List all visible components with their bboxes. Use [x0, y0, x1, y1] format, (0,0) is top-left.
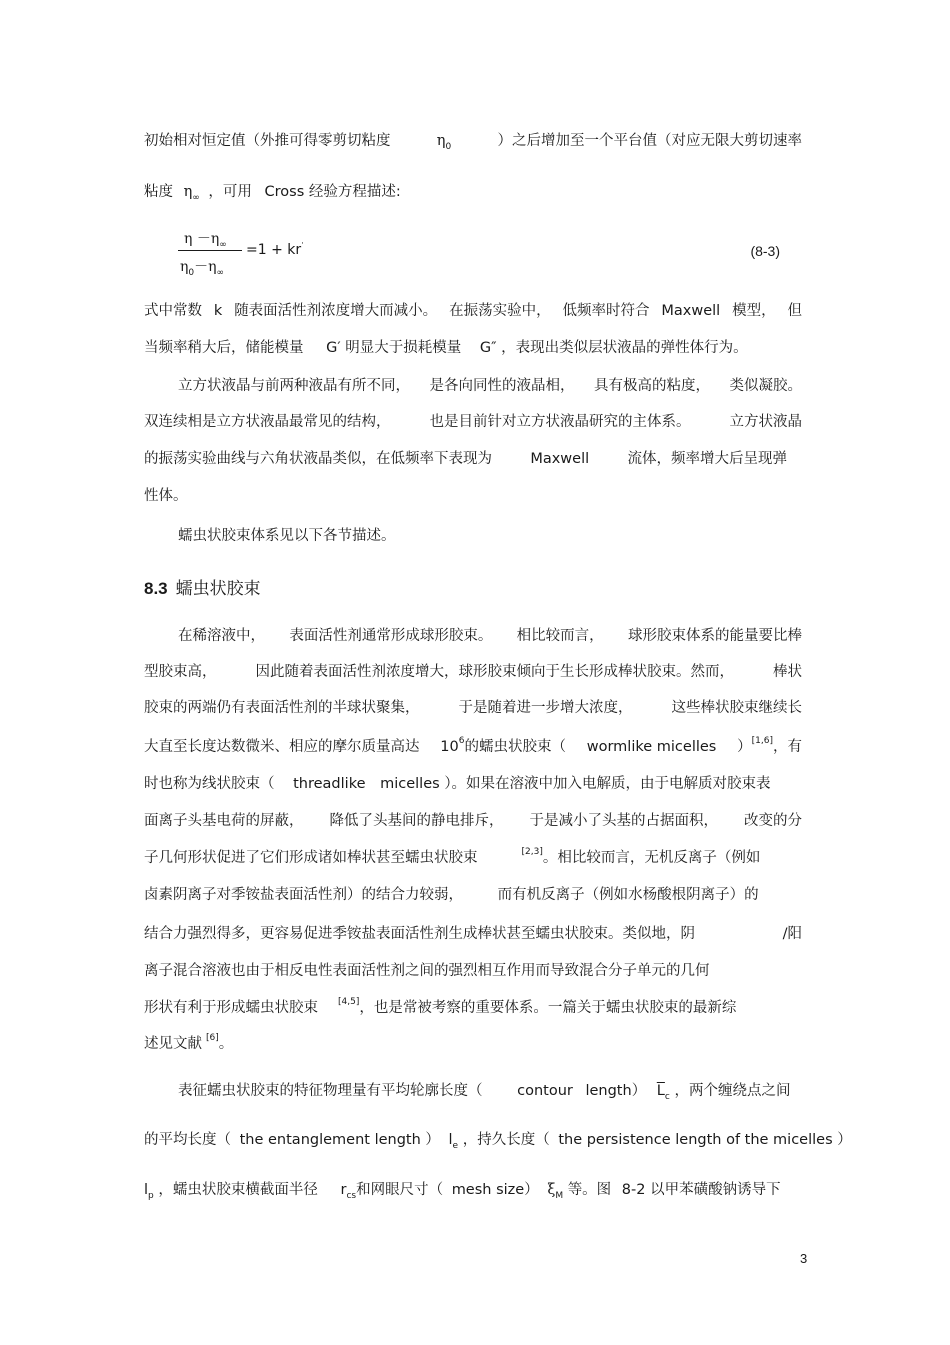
text-segment: 立方状液晶与前两种液晶有所不同， — [178, 378, 410, 394]
text-line — [178, 376, 802, 396]
text-segment: ） — [524, 1182, 539, 1198]
equation-number: (8-3) — [750, 243, 780, 259]
text-segment: 粘度 — [144, 184, 173, 200]
text-segment: the entanglement length — [239, 1132, 421, 1148]
text-segment: 胶束的两端仍有表面活性剂的半球状聚集， — [144, 700, 420, 716]
text-segment: ） — [631, 1083, 647, 1099]
text-segment: 。 — [218, 1036, 234, 1052]
equation-rhs — [246, 239, 305, 258]
text-segment: 模型， — [732, 303, 776, 319]
text-line: 离子混合溶液也由于相反电性表面活性剂之间的强烈相互作用而导致混合分子单元的几何 — [144, 963, 710, 979]
text-segment: 初始相对恒定值（外推可得零剪切粘度 — [144, 133, 391, 149]
text-segment: 的蠕虫状胶束（ — [464, 739, 566, 755]
text-line — [144, 182, 401, 202]
subscript: cs — [346, 1191, 357, 1201]
text-line — [144, 924, 802, 944]
text-segment: 于是减小了头基的占据面积， — [529, 813, 718, 829]
symbol-xi — [547, 1182, 564, 1201]
text-segment: ） — [737, 739, 752, 755]
subscript: c — [664, 1092, 670, 1102]
text-segment: the persistence length of the micelles — [558, 1132, 833, 1148]
eq-text: =1 + kr — [246, 242, 302, 258]
text-line — [144, 885, 759, 905]
text-line — [178, 1081, 790, 1101]
symbol-xi-char: ξ — [547, 1182, 556, 1198]
symbol-lc — [656, 1083, 670, 1102]
eq-text: η — [180, 259, 189, 275]
section-title: 蠕虫状胶束 — [175, 579, 261, 599]
symbol-eta0 — [437, 131, 451, 151]
text-segment: ，有 — [772, 739, 802, 755]
eq-text: －η — [194, 259, 217, 275]
subscript: M — [555, 1191, 564, 1201]
text-line — [144, 1034, 233, 1054]
text-line — [144, 338, 748, 358]
text-segment: 表征蠕虫状胶束的特征物理量有平均轮廓长度（ — [178, 1083, 483, 1099]
subscript: ∞ — [192, 193, 200, 203]
text-segment: ）之后增加至一个平台值（对应无限大剪切速率 — [497, 133, 802, 149]
text-segment: 于是随着进一步增大浓度， — [458, 700, 633, 716]
text-segment: 降低了头基间的静电排斥， — [329, 813, 504, 829]
text-segment: 。相比较而言，无机反离子（例如 — [542, 850, 761, 866]
subscript: 0 — [188, 268, 195, 278]
text-segment: /阳 — [782, 926, 802, 942]
text-segment: 球形胶束体系的能量要比棒 — [627, 628, 802, 644]
text-line — [144, 412, 802, 432]
text-segment: 低频率时符合 — [562, 303, 650, 319]
page-number: 3 — [800, 1251, 808, 1266]
text-segment: 和网眼尺寸（ — [356, 1182, 444, 1198]
subscript: e — [452, 1141, 459, 1151]
symbol-eta: η — [436, 133, 446, 149]
number: 10 — [440, 739, 459, 755]
text-segment: ，两个缠绕点之间 — [674, 1083, 791, 1099]
text-segment: threadlike — [293, 776, 366, 792]
symbol-r: r — [340, 1182, 347, 1198]
text-line — [178, 626, 802, 646]
text-segment: G″ — [479, 340, 497, 356]
text-segment: 的平均长度（ — [144, 1132, 231, 1148]
text-segment: 当频率稍大后，储能模量 — [144, 340, 304, 356]
citation: [6] — [206, 1033, 219, 1043]
text-segment: contour — [517, 1083, 573, 1099]
text-segment: ，可用 — [208, 184, 252, 200]
text-line — [144, 698, 802, 718]
section-number: 8.3 — [144, 579, 168, 598]
text-segment: 棒状 — [773, 664, 802, 680]
text-segment: ） — [425, 1132, 440, 1148]
text-segment: ，持久长度（ — [462, 1132, 550, 1148]
text-segment: 8-2 — [621, 1182, 646, 1198]
text-segment: 而有机反离子（例如水杨酸根阴离子）的 — [497, 887, 759, 903]
text-line — [144, 737, 802, 757]
text-segment: 表面活性剂通常形成球形胶束。 — [289, 628, 493, 644]
text-segment: 等。图 — [567, 1182, 612, 1198]
text-segment: 双连续相是立方状液晶最常见的结构， — [144, 414, 391, 430]
text-segment: 述见文献 — [144, 1036, 202, 1052]
text-segment — [737, 737, 802, 757]
text-segment: ，表现出类似层状液晶的弹性体行为。 — [501, 340, 748, 356]
text-segment: 这些棒状胶束继续长 — [671, 700, 802, 716]
text-segment: wormlike micelles — [586, 739, 717, 755]
text-segment: Cross — [264, 184, 305, 200]
text-segment: 卤素阴离子对季铵盐表面活性剂）的结合力较弱， — [144, 887, 463, 903]
text-segment: ，蠕虫状胶束横截面半径 — [158, 1182, 318, 1198]
text-line — [144, 1180, 781, 1200]
equation-denominator — [180, 256, 224, 276]
equation-numerator — [184, 228, 227, 248]
text-segment: 具有极高的粘度， — [594, 378, 710, 394]
symbol-le — [448, 1132, 459, 1151]
text-segment: Maxwell — [661, 303, 721, 319]
text-segment: 流体，频率增大后呈现弹 — [627, 451, 787, 467]
text-segment: 结合力强烈得多，更容易促进季铵盐表面活性剂生成棒状甚至蠕虫状胶束。类似地，阴 — [144, 926, 695, 942]
text-segment: k — [213, 303, 223, 319]
text-segment: 式中常数 — [144, 303, 202, 319]
text-line — [144, 998, 736, 1018]
citation: [1,6] — [751, 736, 773, 746]
text-segment: 是各向同性的液晶相， — [429, 378, 575, 394]
text-line — [144, 131, 802, 151]
symbol-eta: η — [183, 184, 193, 200]
text-line: 性体。 — [144, 488, 188, 504]
text-line — [144, 662, 802, 682]
text-segment: length — [585, 1083, 632, 1099]
text-segment: 子几何形状促进了它们形成诸如棒状甚至蠕虫状胶束 — [144, 850, 478, 866]
eq-text: η －η — [184, 231, 220, 247]
text-segment: Maxwell — [530, 451, 590, 467]
text-segment: mesh size — [451, 1182, 525, 1198]
symbol-L: $\overline{L}$ — [656, 1083, 665, 1099]
text-segment: G′ — [326, 340, 341, 356]
section-heading — [144, 574, 261, 599]
text-segment: 经验方程描述: — [308, 184, 401, 200]
text-segment: 面离子头基电荷的屏蔽， — [144, 813, 304, 829]
text-segment: 的振荡实验曲线与六角状液晶类似，在低频率下表现为 — [144, 451, 492, 467]
text-line — [144, 301, 802, 321]
text-segment: ） — [837, 1132, 852, 1148]
symbol-l: l — [448, 1132, 453, 1148]
text-line — [144, 811, 802, 831]
superscript: · — [301, 239, 305, 249]
text-segment: 改变的分 — [744, 813, 802, 829]
text-line: 蠕虫状胶束体系见以下各节描述。 — [178, 528, 396, 544]
text-segment: 也是目前针对立方状液晶研究的主体系。 — [429, 414, 691, 430]
text-segment: 立方状液晶 — [729, 414, 802, 430]
text-line — [144, 449, 787, 469]
text-segment: 类似凝胶。 — [729, 378, 802, 394]
text-segment: 以甲苯磺酸钠诱导下 — [650, 1182, 781, 1198]
text-segment: 但 — [787, 303, 802, 319]
citation: [4,5] — [338, 997, 360, 1007]
citation: [2,3] — [521, 847, 543, 857]
text-segment: 时也称为线状胶束（ — [144, 776, 275, 792]
equation — [178, 226, 318, 278]
symbol-rcs — [340, 1182, 357, 1201]
text-segment: 在稀溶液中， — [178, 628, 265, 644]
text-segment: 相比较而言， — [516, 628, 604, 644]
text-line — [144, 774, 771, 794]
symbol-l: l — [144, 1182, 149, 1198]
text-segment: 形状有利于形成蠕虫状胶束 — [144, 1000, 318, 1016]
subscript: ∞ — [216, 268, 225, 278]
text-segment: 随表面活性剂浓度增大而减小。 — [234, 303, 438, 319]
text-line — [144, 848, 760, 868]
text-segment: 型胶束高， — [144, 664, 217, 680]
text-segment: ，也是常被考察的重要体系。一篇关于蠕虫状胶束的最新综 — [359, 1000, 737, 1016]
symbol-lp — [144, 1182, 154, 1201]
fraction-bar — [178, 250, 242, 251]
text-segment: 因此随着表面活性剂浓度增大，球形胶束倾向于生长形成棒状胶束。然而， — [255, 664, 734, 680]
text-segment — [440, 737, 566, 757]
subscript: p — [148, 1191, 154, 1201]
subscript: 0 — [445, 142, 452, 152]
text-line — [144, 1130, 852, 1150]
superscript: 6 — [458, 736, 465, 746]
text-segment: ）。如果在溶液中加入电解质，由于电解质对胶束表 — [444, 776, 771, 792]
text-segment: 在振荡实验中， — [449, 303, 551, 319]
text-segment: 大直至长度达数微米、相应的摩尔质量高达 — [144, 739, 420, 755]
text-segment: micelles — [380, 776, 440, 792]
text-segment: 明显大于损耗模量 — [345, 340, 462, 356]
subscript: ∞ — [219, 240, 227, 250]
